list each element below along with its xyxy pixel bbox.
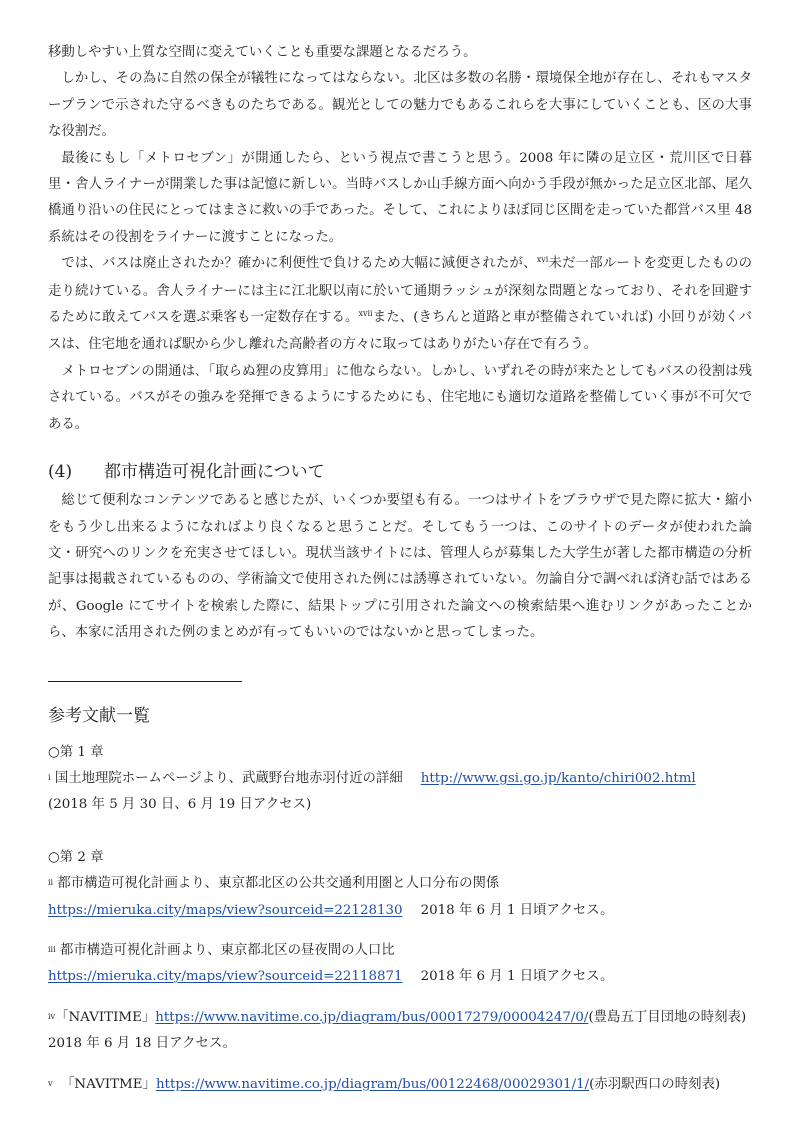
chapter-1-label: ○第 1 章 (48, 744, 104, 760)
reference-link-gsi[interactable]: http://www.gsi.go.jp/kanto/chiri002.html (420, 770, 696, 786)
paragraph-nature-conservation: しかし、その為に自然の保全が犠牲になってはならない。北区は多数の名勝・環境保全地が存在し、それもマスタープランで示された守るべきものたちである。観光としての魅力でもあるこれらを大事にしていくことも、区の大事な役割だ。 (48, 71, 752, 140)
reference-i-access: (2018 年 5 月 30 日、6 月 19 日アクセス) (48, 797, 312, 813)
reference-mark: v (48, 1078, 53, 1088)
reference-text: 「NAVITME」 (61, 1076, 156, 1092)
reference-link-navitime-toshima[interactable]: https://www.navitime.co.jp/diagram/bus/00017279/00004247/0/ (155, 1009, 589, 1025)
section-number: (4) (48, 462, 73, 483)
section-title: 都市構造可視化計画について (104, 462, 325, 483)
reference-link-mieruka-22118871[interactable]: https://mieruka.city/maps/view?sourceid=22118871 (48, 969, 403, 985)
footnote-mark-xvi: xvi (536, 255, 549, 265)
reference-mark: iv (48, 1011, 56, 1021)
reference-iii (48, 938, 752, 964)
chapter-2-label: ○第 2 章 (48, 849, 104, 865)
bus-text-1: では、バスは廃止されたか？確かに利便性で負けるため大幅に減便されたが、 (61, 256, 537, 272)
reference-note: (豊島五丁目団地の時刻表) (588, 1009, 747, 1025)
reference-i (48, 766, 752, 792)
reference-note: (赤羽駅西口の時刻表) (589, 1076, 721, 1092)
paragraph-visualization-review: 総じて便利なコンテンツであると感じたが、いくつか要望も有る。一つはサイトをブラウザで見た際に拡大・縮小をもう少し出来るようになればより良くなると思うことだ。そしてもう一つは、このサイトのデータが使われた論文・研究へのリンクを充実させてほしい。現状当該サイトには、管理人らが募集した大学生が著した都市構造の分析記事は掲載されているものの、学術論文で使用された例には誘導されていない。勿論自分で調べれば済む話ではあるが、Google にてサイトを検索した際に、結果トップに引用された論文への検索結果へ進むリンクがあったことから、本家に活用された例のまとめが有ってもいいのではないかと思ってしまった。 (48, 493, 752, 641)
reference-ii-link-line (48, 898, 752, 924)
reference-iii-link-line (48, 964, 752, 990)
reference-access: 2018 年 6 月 1 日頃アクセス。 (420, 902, 614, 918)
reference-text: 都市構造可視化計画より、東京都北区の昼夜間の人口比 (59, 942, 395, 958)
reference-link-navitime-akabane[interactable]: https://www.navitime.co.jp/diagram/bus/00122468/00029301/1/ (155, 1076, 590, 1092)
document-page (48, 40, 752, 1098)
reference-iv-access: 2018 年 6 月 18 日アクセス。 (48, 1036, 237, 1052)
reference-mark: ii (48, 878, 54, 888)
bus-text-2: 未だ一部ルートを変更したものの走り続けている。舎人ライナーには主に江北駅以南に於いて通期ラッシュが深刻な問題となっており、それを回避するために敢えてバスを選ぶ乗客も一定数存在する。 (48, 256, 753, 326)
paragraph-continuation: 移動しやすい上質な空間に変えていくことも重要な課題となるだろう。 (48, 45, 477, 60)
references-list (48, 740, 752, 1098)
reference-v (48, 1072, 752, 1098)
footnote-divider (48, 681, 242, 682)
reference-mark: iii (48, 944, 56, 954)
reference-access: 2018 年 6 月 1 日頃アクセス。 (420, 969, 614, 985)
reference-iv (48, 1005, 752, 1031)
section-heading (48, 458, 752, 488)
reference-text: 都市構造可視化計画より、東京都北区の公共交通利用圏と人口分布の関係 (57, 876, 500, 892)
reference-text: 国土地理院ホームページより、武蔵野台地赤羽付近の詳細 (54, 770, 403, 786)
paragraph-metro-conclusion: メトロセブンの開通は､「取らぬ狸の皮算用」に他ならない。しかし、いずれその時が来たとしてもバスの役割は残されている。バスがその強みを発揮できるようにするためにも、住宅地にも適切な道路を整備していく事が不可欠である。 (48, 363, 752, 432)
reference-text: 「NAVITIME」 (55, 1009, 156, 1025)
bus-text-3: また、(きちんと道路と車が整備されていれば) 小回りが効くバスは、住宅地を通れば駅から少し離れた高齢者の方々に取ってはありがたい存在で有ろう。 (48, 310, 753, 353)
reference-ii (48, 871, 752, 897)
references-title: 参考文献一覧 (48, 705, 150, 726)
paragraph-metro-seven: 最後にもし「メトロセブン」が開通したら、という視点で書こうと思う。2008 年に隣の足立区・荒川区で日暮里・舎人ライナーが開業した事は記憶に新しい。当時バスしか山手線方面へ向かう手段が無かった足立区北部、尾久橋通り沿いの住民にとってはまさに救いの手であった。そして、これによりほぼ同じ区間を走っていた都営バス里 48 系統はその役割をライナーに渡すことになった。 (48, 150, 752, 245)
reference-link-mieruka-22128130[interactable]: https://mieruka.city/maps/view?sourceid=22128130 (48, 902, 403, 918)
reference-mark: i (48, 772, 51, 782)
paragraph-bus-role (48, 251, 752, 359)
footnote-mark-xvii: xvii (358, 309, 373, 319)
